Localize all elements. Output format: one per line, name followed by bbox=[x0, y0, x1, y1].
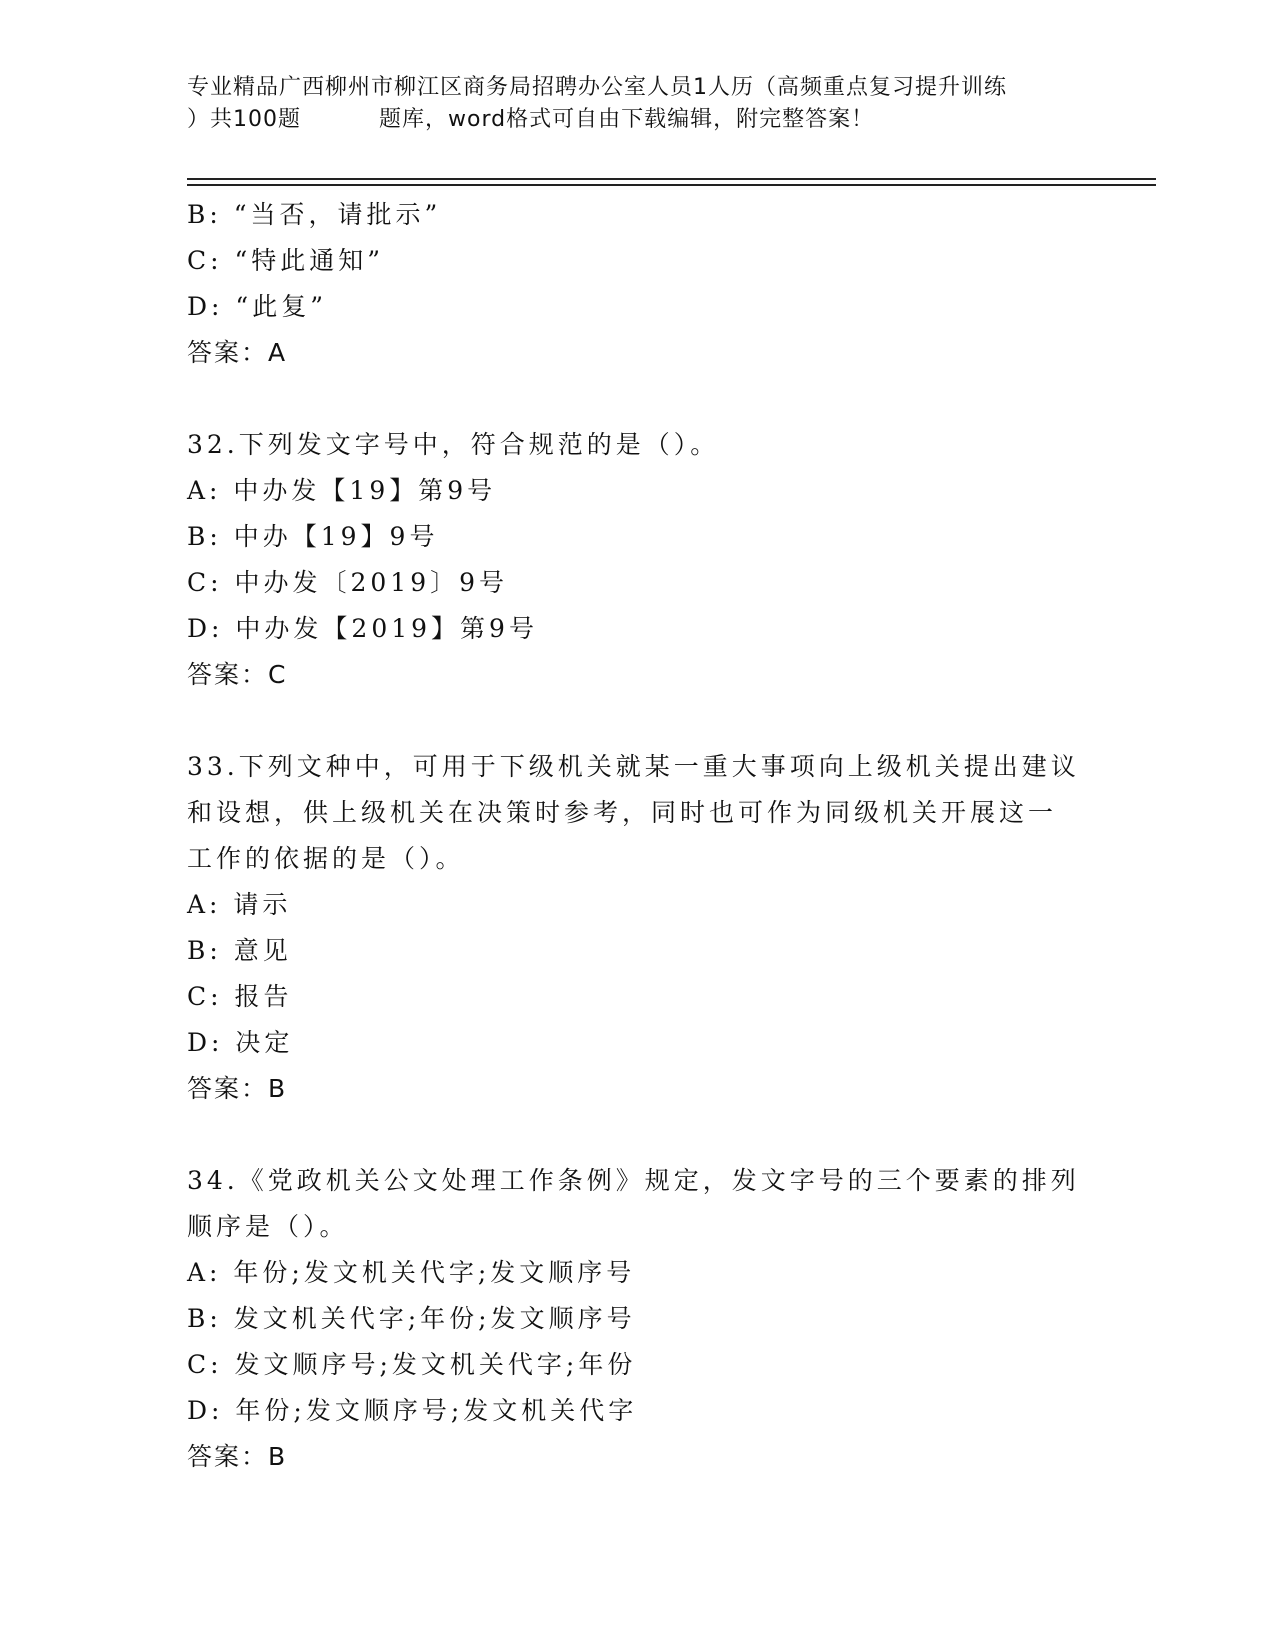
header-divider-bottom bbox=[187, 184, 1156, 186]
option-c: C: 中办发〔2019〕9号 bbox=[187, 568, 509, 597]
question-stem: 工作的依据的是（）。 bbox=[187, 844, 465, 873]
question-stem: 33.下列文种中，可用于下级机关就某一重大事项向上级机关提出建议 bbox=[187, 752, 1080, 781]
question-32 bbox=[187, 422, 1087, 698]
question-34 bbox=[187, 1158, 1087, 1480]
option-a: A: 年份;发文机关代字;发文顺序号 bbox=[187, 1258, 636, 1287]
option-a: A: 请示 bbox=[187, 890, 292, 919]
option-b: B: “当否，请批示” bbox=[187, 200, 442, 229]
option-c: C: “特此通知” bbox=[187, 246, 385, 275]
header-title-line-1: 专业精品广西柳州市柳江区商务局招聘办公室人员1人历（高频重点复习提升训练 bbox=[187, 75, 1007, 100]
header-description: 题库，word格式可自由下载编辑，附完整答案！ bbox=[379, 107, 875, 132]
header-divider-top bbox=[187, 178, 1156, 180]
spacer bbox=[187, 698, 1087, 744]
question-stem: 顺序是（）。 bbox=[187, 1212, 349, 1241]
option-b: B: 发文机关代字;年份;发文顺序号 bbox=[187, 1304, 636, 1333]
question-stem: 34.《党政机关公文处理工作条例》规定，发文字号的三个要素的排列 bbox=[187, 1166, 1080, 1195]
header-title-line-2 bbox=[187, 104, 1087, 136]
answer-text: 答案：C bbox=[187, 660, 288, 689]
option-a: A: 中办发【19】第9号 bbox=[187, 476, 497, 505]
spacer bbox=[187, 376, 1087, 422]
question-stem: 32.下列发文字号中，符合规范的是（）。 bbox=[187, 430, 720, 459]
document-header bbox=[187, 72, 1087, 136]
answer-text: 答案：B bbox=[187, 1442, 288, 1471]
option-c: C: 发文顺序号;发文机关代字;年份 bbox=[187, 1350, 637, 1379]
spacer bbox=[187, 1112, 1087, 1158]
header-question-count: ）共100题 bbox=[187, 107, 301, 132]
answer-text: 答案：B bbox=[187, 1074, 288, 1103]
question-33 bbox=[187, 744, 1087, 1112]
question-list bbox=[187, 192, 1087, 1480]
option-d: D: “此复” bbox=[187, 292, 327, 321]
option-d: D: 年份;发文顺序号;发文机关代字 bbox=[187, 1396, 638, 1425]
question-31-tail bbox=[187, 192, 1087, 376]
option-b: B: 意见 bbox=[187, 936, 292, 965]
question-stem: 和设想，供上级机关在决策时参考，同时也可作为同级机关开展这一 bbox=[187, 798, 1058, 827]
answer-text: 答案：A bbox=[187, 338, 288, 367]
option-d: D: 中办发【2019】第9号 bbox=[187, 614, 538, 643]
option-d: D: 决定 bbox=[187, 1028, 294, 1057]
option-c: C: 报告 bbox=[187, 982, 293, 1011]
option-b: B: 中办【19】9号 bbox=[187, 522, 439, 551]
